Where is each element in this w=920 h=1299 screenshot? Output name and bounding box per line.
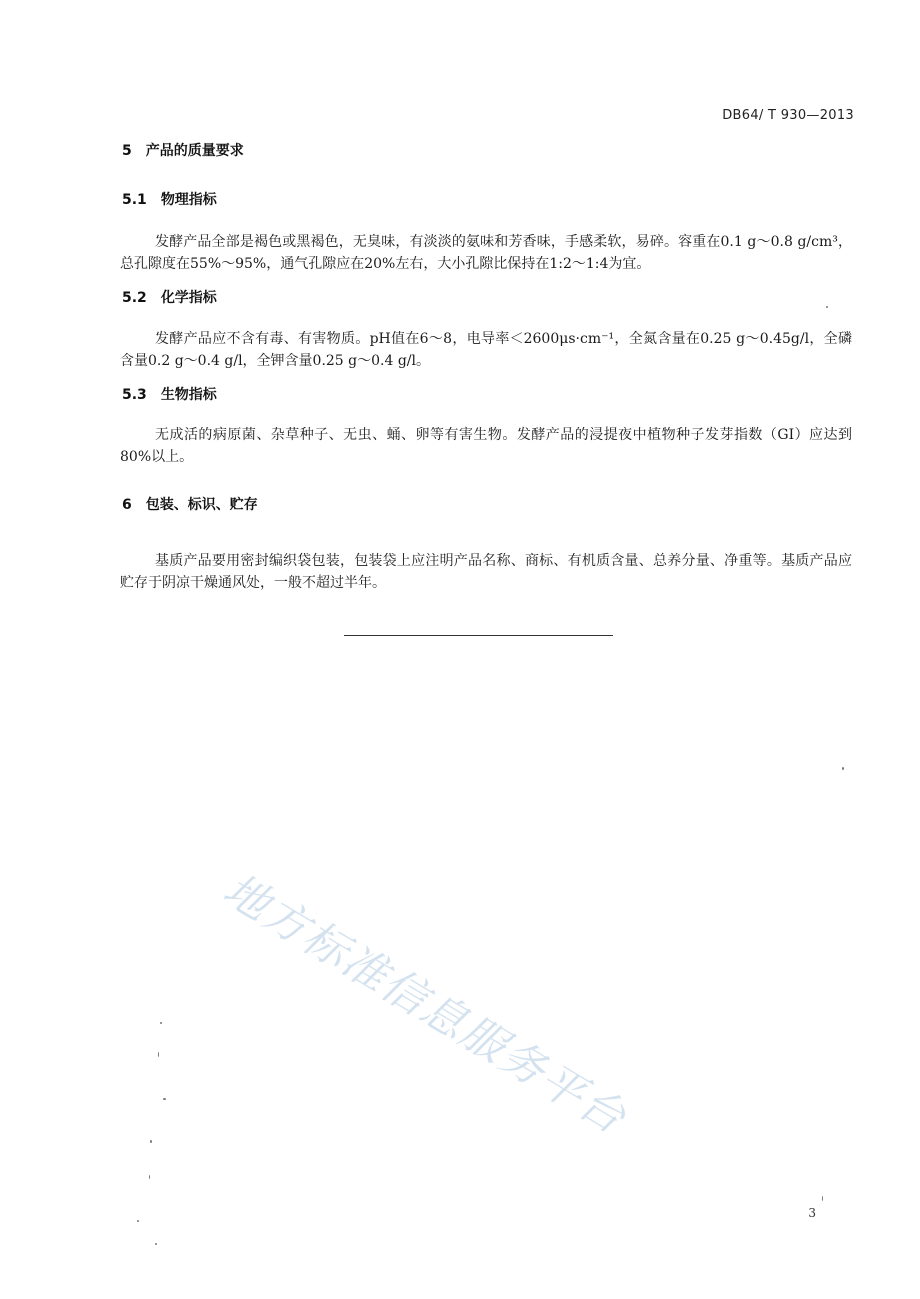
section-title: 生物指标: [160, 387, 217, 403]
paragraph: 发酵产品全部是褐色或黑褐色，无臭味，有淡淡的氨味和芳香味，手感柔软，易碎。容重在0.1 g～0.8 g/cm³，总孔隙度在55%～95%，通气孔隙应在20%左右，大小孔隙比保持在1:2～1:4为宜。: [120, 234, 852, 272]
section-title: 化学指标: [160, 290, 217, 306]
section-number: 5: [122, 143, 132, 159]
scan-speck: [160, 1022, 162, 1024]
section-title: 包装、标识、贮存: [145, 497, 258, 513]
scan-speck: [822, 1196, 823, 1201]
scan-speck: [155, 1243, 157, 1245]
section-5-heading: [122, 140, 244, 160]
section-title: 物理指标: [160, 192, 217, 208]
section-5-1-body: [120, 231, 852, 275]
scan-speck: [158, 1052, 159, 1057]
paragraph: 无成活的病原菌、杂草种子、无虫、蛹、卵等有害生物。发酵产品的浸提夜中植物种子发芽指数（GI）应达到80%以上。: [120, 427, 852, 465]
section-6-heading: [122, 494, 258, 514]
scan-speck: [149, 1175, 150, 1179]
scan-speck: [826, 306, 828, 308]
section-number: 5.3: [122, 387, 147, 403]
section-title: 产品的质量要求: [145, 143, 244, 159]
section-5-2-heading: [122, 287, 217, 307]
section-6-body: [120, 550, 852, 594]
section-number: 5.2: [122, 290, 147, 306]
end-rule: [344, 635, 613, 636]
page-number: 3: [808, 1206, 816, 1220]
scan-speck: [842, 767, 844, 770]
section-number: 5.1: [122, 192, 147, 208]
section-number: 6: [122, 497, 132, 513]
section-5-2-body: [120, 328, 852, 372]
document-code: DB64/ T 930—2013: [722, 108, 854, 123]
section-5-1-heading: [122, 189, 217, 209]
scan-speck: [150, 1140, 152, 1143]
scan-speck: [137, 1220, 139, 1222]
scan-speck: [163, 1098, 166, 1100]
section-5-3-body: [120, 424, 852, 468]
paragraph: 基质产品要用密封编织袋包装，包装袋上应注明产品名称、商标、有机质含量、总养分量、净重等。基质产品应贮存于阴凉干燥通风处，一般不超过半年。: [120, 553, 852, 591]
section-5-3-heading: [122, 384, 217, 404]
paragraph: 发酵产品应不含有毒、有害物质。pH值在6～8，电导率＜2600μs·cm⁻¹，全氮含量在0.25 g～0.45g/l，全磷含量0.2 g～0.4 g/l，全钾含量0.25 g～0.4 g/l。: [120, 331, 852, 369]
watermark: 地方标准信息服务平台: [214, 863, 636, 1145]
